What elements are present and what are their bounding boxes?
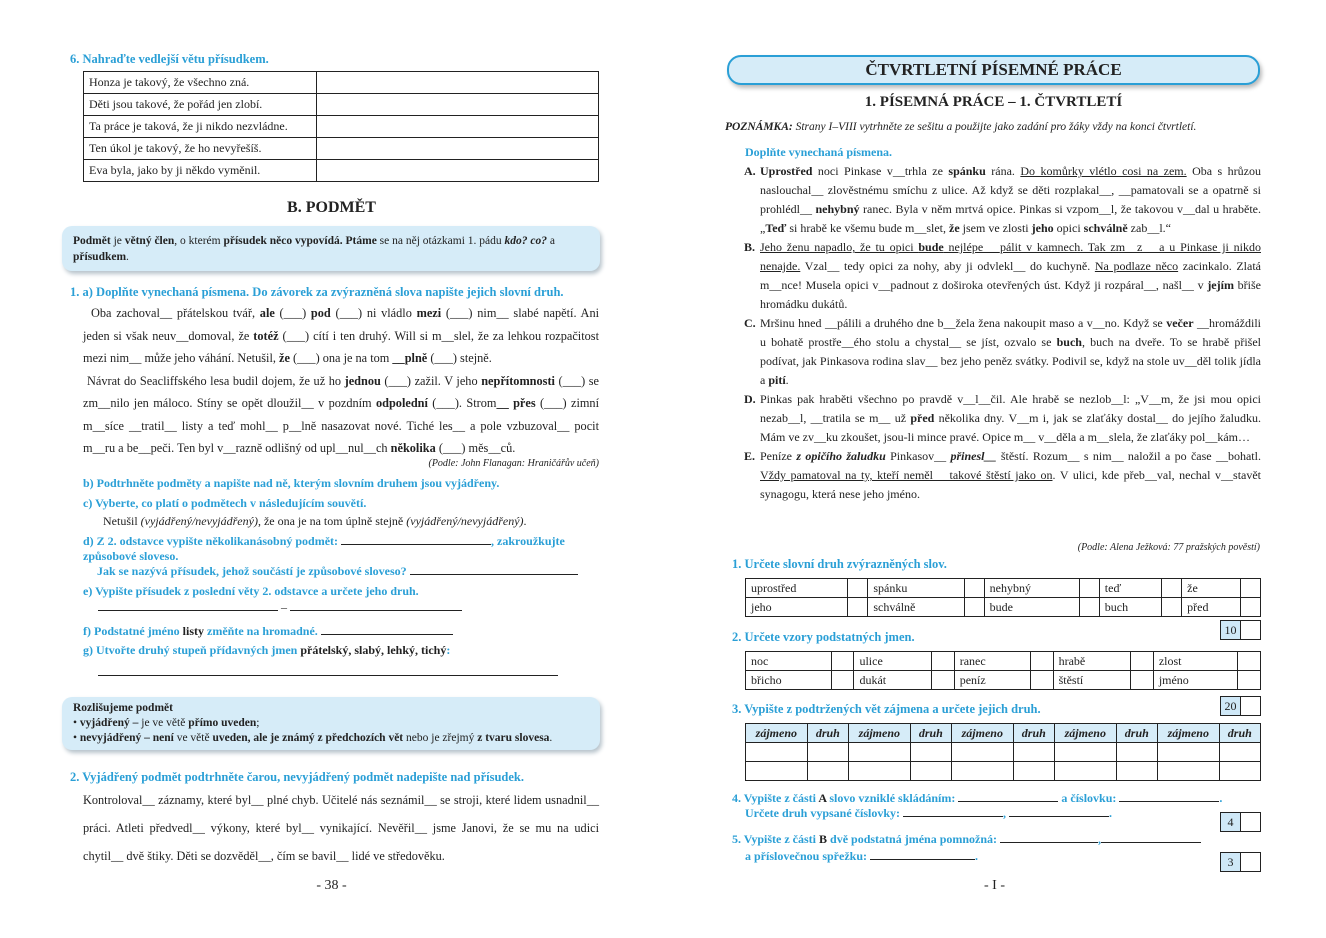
answer-cell[interactable] [1162,579,1182,598]
q1d-end: , zakroužkujte způsobové sloveso. [83,534,565,563]
table-cell: druh [1013,724,1054,743]
answer-line[interactable] [321,624,453,635]
info-box-line [73,731,589,746]
paragraph-letter: C. [744,316,756,330]
q1f-text [83,624,318,638]
answer-line[interactable] [98,600,278,611]
score-box [1220,812,1261,832]
q1d-question: Jak se nazývá přísudek, jehož součástí je způsobové sloveso? [97,564,407,578]
table-row [84,160,599,182]
text-run: ale [259,306,275,320]
text-run: Vzal__ tedy opici za nohy, aby ji odvlekl__ do kuchyně. [800,259,1095,273]
answer-cell[interactable] [951,762,1013,781]
table-cell: bude [984,598,1079,617]
text-run: (___) stejně. [427,351,492,365]
story-paragraph [744,162,1262,238]
text-run: schválně [1083,221,1128,235]
text-run: je [110,235,125,247]
text-run: se na něj otázkami 1. pádu [376,235,505,247]
q1f [83,624,453,639]
score-box [1220,620,1261,640]
table-cell: Ten úkol je takový, že ho nevyřešíš. [84,138,317,160]
text-run: vyjádřený – [79,717,139,729]
q1c-text [103,514,527,529]
q1c: c) Vyberte, co platí o podmětech v následujícím souvětí. [83,496,367,510]
q2-text [83,786,599,870]
text-run: jejím [1207,278,1234,292]
text-run: několika dny. V__m i, jak se zlaťáky dostal__ do jejího žaludku. Mám ve zv__ku zkoušet, jsou-li mince pravé. Opice m__ v__děla a m__slela, že zlaťáky pol__kám… [760,411,1262,444]
answer-line[interactable] [1101,832,1201,843]
story-paragraph [744,447,1262,504]
answer-cell[interactable] [1079,598,1099,617]
text-run: spánku [948,164,986,178]
text-run: před [910,411,935,425]
text-run: : [446,643,451,657]
answer-cell[interactable] [746,762,808,781]
table-cell: hrabě [1053,652,1131,671]
text-run: nebo je zřejmý [403,732,478,744]
q3-table [745,723,1261,781]
answer-cell[interactable] [932,652,955,671]
answer-cell[interactable] [848,762,910,781]
answer-cell[interactable] [1219,743,1260,762]
text-run: 5. Vypište z části [732,832,819,846]
paragraph-letter: A. [744,164,756,178]
q6-title: 6. Nahraďte vedlejší větu přísudkem. [70,52,269,66]
text-run: že [279,351,290,365]
paragraph-text [760,164,1261,235]
answer-line[interactable] [958,791,1058,802]
answer-cell[interactable] [807,762,848,781]
text-run: slovo vzniklé skládáním: [826,791,959,805]
table-cell: noc [746,652,832,671]
q1b: b) Podtrhněte podměty a napište nad ně, kterým slovním druhem jsou vyjádřeny. [83,476,500,490]
text-run: že [949,221,960,235]
text-run: POZNÁMKA: [725,121,796,133]
table-cell: uprostřed [746,579,848,598]
text-run: rána. [985,164,1021,178]
text-run: Strany I–VIII vytrhněte ze sešitu a použijte jako zadání pro žáky vždy na konci čtvrtletí. [795,121,1197,133]
text-run: listy [182,624,204,638]
text-run: z tvaru slovesa [477,732,550,744]
table-cell: dukát [854,671,932,690]
text-run: Jeho ženu napadlo, že tu opici [760,240,919,254]
answer-cell[interactable] [746,743,808,762]
instruction: Doplňte vynechaná písmena. [745,145,893,159]
answer-cell[interactable] [910,762,951,781]
answer-cell[interactable] [848,598,868,617]
text-run: mezi [416,306,442,320]
definition-box [62,226,600,271]
text-run: břiše hromádku dukátů. [760,278,1261,311]
text-run: . [549,732,553,744]
q1a-paragraph-1 [83,302,599,370]
text-run: . V ulici, kde přeb__val, nechal v__stavět synagogu, která nese jeho jméno. [760,468,1262,501]
text-run: buch [1056,335,1082,349]
text-run: pod [310,306,331,320]
text-run: a [547,235,556,247]
answer-cell[interactable] [1238,671,1261,690]
text-run: nejlépe __pálit v kamnech. Tak zm__z__ a u Pinkase ji nikdo nenajde. [760,240,1261,273]
text-run: nehybný [815,202,860,216]
answer-cell[interactable] [1157,762,1219,781]
answer-cell[interactable] [1054,743,1116,762]
table-cell: druh [1219,724,1260,743]
answer-cell[interactable] [1116,743,1157,762]
answer-line[interactable] [410,564,578,575]
score-value: 4 [1221,813,1241,831]
table-cell: břicho [746,671,832,690]
answer-cell[interactable] [964,579,984,598]
q1a-paragraph-2 [83,370,599,460]
q5-question: a příslovečnou spřežku: [745,849,871,863]
answer-line[interactable] [341,534,491,545]
score-box [1220,852,1261,872]
table-row [746,724,1261,743]
text-run: opici [1053,221,1084,235]
text-run: __plně [392,351,428,365]
score-box [1220,696,1261,716]
text-run: přímo uveden [188,717,257,729]
text-run: (___) se zm__nilo jen máloco. Stíny se opět dloužil__ v pozdním [83,373,599,410]
table-cell: ranec [954,652,1030,671]
table-cell: nehybný [984,579,1079,598]
table-row [746,762,1261,781]
table-cell: Děti jsou takové, že pořád jen zlobí. [84,94,317,116]
text-run: přinesl__ [950,449,997,463]
paragraph-text [760,316,1261,387]
answer-cell[interactable] [831,652,854,671]
answer-cell[interactable] [317,160,599,182]
text-run: Oba zachoval__ přátelskou tvář, [91,306,260,320]
section-title: B. PODMĚT [287,199,376,216]
q6-table [83,71,599,182]
text-run: __hromáždili u bohatě prostře__ého stolu a chystal__ se jíst, ozvalo se [760,316,1262,349]
text-run: si hrabě ke všemu bude m__slet, [786,221,949,235]
text-run: (___) cítí i ten druhý. Will si m__slel, že za lehkou rozpačitost mezi nim__ může jeho váhání. Netušil, [83,328,599,365]
answer-line[interactable] [903,806,1003,817]
text-run: • [73,717,80,729]
table-cell: zájmeno [848,724,910,743]
text-run: A [818,791,827,805]
answer-cell[interactable] [1157,743,1219,762]
score-value: 10 [1221,621,1241,639]
answer-cell[interactable] [1131,671,1154,690]
text-run: Pinkas pak hraběti všechno po pravdě v__l__čil. Ale hrabě se nezlob__l: „V__m, že jsi mou opici nezab__l, __tratila se m__ už [760,392,1261,425]
text-run: přátelský, slabý, lehký, tichý [300,643,447,657]
text-run: uveden, ale je známý z předchozích vět [212,732,404,744]
text-run: z opičího žaludku [796,449,886,463]
table-row [746,598,1261,617]
answer-cell[interactable] [848,579,868,598]
text-run: (___) zimní m__síce __tratil__ listy a teď mohl__ p__lně nasazovat nové. Tiché les__ a pole vzbuzoval__ pocit m__ru a be__peči. Ten byl v__razně odlišný od upl__nul__ch [83,396,599,455]
paragraph-letter: B. [744,240,756,254]
table-row [84,116,599,138]
dash: – [281,600,287,614]
table-cell: Honza je takový, že všechno zná. [84,72,317,94]
table-row [84,94,599,116]
answer-line[interactable] [1000,832,1098,843]
page-number: - I - [984,878,1005,893]
text-run: (___) měs__ců. [435,441,516,455]
q1-title: 1. Určete slovní druh zvýrazněných slov. [732,557,947,571]
table-cell: jeho [746,598,848,617]
answer-cell[interactable] [1240,579,1260,598]
table-cell: schválně [868,598,964,617]
q3-title: 3. Vypište z podtržených vět zájmena a určete jejich druh. [732,702,1041,716]
text-run: jsem ve zlosti [959,221,1032,235]
q2-title: 2. Určete vzory podstatných jmen. [732,630,915,644]
table-cell: buch [1099,598,1161,617]
paragraph-letter: E. [744,449,756,463]
text-run: (___) nim__ slabé napětí. Ani jeden si však neuv__domoval, že [83,306,600,343]
text-run: nepřítomnosti [481,373,555,388]
subtitle: 1. PÍSEMNÁ PRÁCE – 1. ČTVRTLETÍ [864,94,1123,110]
answer-cell[interactable] [1013,743,1054,762]
answer-cell[interactable] [910,743,951,762]
answer-cell[interactable] [1162,598,1182,617]
text-run: přísudkem [73,251,127,263]
answer-cell[interactable] [932,671,955,690]
story-paragraph [744,238,1261,314]
text-run: . [523,514,527,528]
answer-line[interactable] [1119,791,1219,802]
table-row [746,743,1261,762]
score-value: 3 [1221,853,1241,871]
text-run: Mršinu hned __pálili a druhého dne b__žela žena nakoupit maso a v__no. Když se [760,316,1167,330]
table-cell: teď [1099,579,1161,598]
text-run: ranec. Byla v něm mrtvá opice. Pinkas si vzpom__l, že takovou v__dal u hraběte. „ [760,202,1261,235]
text-run: kdo? co? [504,235,548,247]
text-run: , že ona je na tom úplně stejně [257,514,407,528]
text-run: několika [390,441,436,455]
table-cell: zájmeno [951,724,1013,743]
answer-cell[interactable] [1079,579,1099,598]
text-run: zacinkalo. Zlatá m__nce! Musela opici v__padnout z doširoka otevřených úst. Když ji rozpáral__, našl__ v [760,259,1261,292]
answer-line[interactable] [98,665,558,676]
text-run: přísudek něco vypovídá. Ptáme [223,235,377,247]
text-run: 4. Vypište z části [732,791,819,805]
table-row [746,671,1261,690]
text-run: ve větě [173,732,213,744]
text-run: Do komůrky vlétlo cosi na zem. [1020,164,1187,178]
table-cell: spánku [868,579,964,598]
answer-cell[interactable] [964,598,984,617]
text-run: (vyjádřený/nevyjádřený) [140,514,258,528]
page-number: - 38 - [316,878,347,893]
text-run: Vždy pamatoval na ty, kteří neměl__ takové štěstí jako on [760,468,1053,482]
table-cell: druh [1116,724,1157,743]
table-cell: druh [910,724,951,743]
text-run: f) Podstatné jméno [83,624,183,638]
text-run: Kontroloval__ záznamy, které byl__ plné chyb. Učitelé nás seznámil__ se stroji, které lidem usnadnil__ práci. Atleti předvedl__ výkony, které byl__ vynikající. Nevěřil__ jsme Janovi, že se mu na udici chytil__ dvě štiky. Děti se dozvěděl__, čím se bavil__ lidé ve středověku. [83,793,599,863]
q1g [83,643,450,658]
text-run: __ přes [496,396,536,410]
text-run: větný člen [124,235,175,247]
text-run: Oba s hrůzou naslouchal__ zlověstnému smíchu z ulice. Až když se děti rozplakal__, __pamatovali se a opatrně si prohlédl__ [760,164,1262,216]
answer-cell[interactable] [317,72,599,94]
text-run: Podmět [73,235,111,247]
table-cell: Ta práce je taková, že ji nikdo nezvládne. [84,116,317,138]
table-cell: zájmeno [1157,724,1219,743]
text-run: jeho [1031,221,1054,235]
story-source: (Podle: Alena Ježková: 77 pražských pověstí) [1077,542,1260,553]
answer-cell[interactable] [807,743,848,762]
table-row [84,72,599,94]
text-run: Na podlaze něco [1094,259,1179,273]
answer-cell[interactable] [317,94,599,116]
table-row [84,138,599,160]
text-run: (___) ona je na tom [289,351,393,365]
answer-cell[interactable] [951,743,1013,762]
q4: 4. Vypište z části A slovo vzniklé skládáním: a číslovku: . Určete druh vypsané číslovky: , . [732,791,1223,820]
answer-cell[interactable] [1240,598,1260,617]
text-run: jednou [344,373,381,388]
info-box-title: Rozlišujeme podmět [73,702,173,714]
note [725,121,1196,133]
table-row [746,652,1261,671]
answer-line[interactable] [870,849,975,860]
text-run: Návrat do Seacliffského lesa budil dojem, že už ho [87,373,345,388]
text-run: je ve větě [138,717,189,729]
q1e-answers [98,600,462,615]
q1-table [745,578,1261,617]
answer-cell[interactable] [1116,762,1157,781]
table-row [746,579,1261,598]
text-run: Teď [765,221,787,235]
q1d-text: d) Z 2. odstavce vypište několikanásobný podmět: [83,534,339,548]
q5-text [732,832,1000,846]
info-box-line [73,716,589,731]
banner-title: ČTVRTLETNÍ PÍSEMNÉ PRÁCE [727,55,1260,85]
text-run: (___) ni vládlo [330,306,417,320]
text-run: , buch na dveře. To se hrabě přišel podívat, jak Pinkasova rodina slav__ bez jeho peněz svátky. Podivil se, když na stole uv__děl tolik jídla a [760,335,1261,387]
text-run: g) Utvořte druhý stupeň přídavných jmen [83,643,301,657]
table-cell: zájmeno [1054,724,1116,743]
answer-cell[interactable] [1013,762,1054,781]
table-cell: ulice [854,652,932,671]
answer-cell[interactable] [1238,652,1261,671]
answer-cell[interactable] [848,743,910,762]
answer-cell[interactable] [317,116,599,138]
q1a-source: (Podle: John Flanagan: Hraničářův učeň) [428,458,599,469]
q1a-text [83,302,599,460]
text-run: noci Pinkase v__trhla ze [812,164,949,178]
q4-text [732,791,958,805]
text-run: (___) zažil. V jeho [380,373,482,388]
q1a-title: 1. a) Doplňte vynechaná písmena. Do závorek za zvýrazněná slova napište jejich slovní druh. [70,285,564,299]
q4-text-2: a číslovku: [1058,791,1120,805]
table-cell: jméno [1153,671,1237,690]
text-run: bude [918,240,944,254]
q2-table [745,651,1261,690]
q4-question: Určete druh vypsané číslovky: [745,806,903,820]
q5: 5. Vypište z části B dvě podstatná jména pomnožná: , a příslovečnou spřežku: . [732,831,1201,865]
text-run: ; [256,717,260,729]
text-run: (___) [274,306,311,320]
info-box [62,697,600,750]
table-cell: druh [807,724,848,743]
answer-line[interactable] [1009,806,1109,817]
table-cell: před [1182,598,1241,617]
text-run: Uprostřed [760,164,813,178]
answer-cell[interactable] [1054,762,1116,781]
paragraph-text [760,449,1261,501]
table-cell: zájmeno [746,724,808,743]
paragraph-text [760,392,1261,444]
text-run: štěstí. Rozum__ s nim__ naložil a po čase __bohatl. [996,449,1261,463]
text-run: (___). Strom [427,396,497,410]
answer-cell[interactable] [1030,671,1053,690]
text-run: zab__l.“ [1127,221,1171,235]
table-cell: štěstí [1053,671,1131,690]
text-run: Netušil [103,514,141,528]
text-run: večer [1166,316,1194,330]
story-paragraph [744,314,1262,390]
q1e: e) Vypište přísudek z poslední věty 2. odstavce a určete jeho druh. [83,584,419,598]
answer-cell[interactable] [1030,652,1053,671]
text-run: • [73,732,80,744]
text-run: . [126,251,129,263]
text-run: změňte na hromadné. [204,624,318,638]
answer-cell[interactable] [1219,762,1260,781]
text-run: pití [768,373,786,387]
answer-cell[interactable] [1131,652,1154,671]
text-run: Pinkasov__ [885,449,951,463]
text-run: B [819,832,828,846]
answer-cell[interactable] [317,138,599,160]
text-run: odpolední [375,396,428,410]
table-cell: že [1182,579,1241,598]
text-run: nevyjádřený – není [79,732,174,744]
q1d [83,534,599,579]
table-cell: peníz [954,671,1030,690]
table-cell: Eva byla, jako by ji někdo vyměnil. [84,160,317,182]
story-paragraph [744,390,1262,447]
text-run: (vyjádřený/nevyjádřený) [406,514,524,528]
paragraph-text [760,240,1261,311]
text-run: dvě podstatná jména pomnožná: [827,832,1001,846]
score-value: 20 [1221,697,1241,715]
table-cell: zlost [1153,652,1237,671]
text-run: totéž [253,328,279,343]
text-run: , o kterém [174,235,224,247]
text-run: . [785,373,789,387]
answer-line[interactable] [290,600,462,611]
paragraph-letter: D. [744,392,756,406]
q2-title: 2. Vyjádřený podmět podtrhněte čarou, nevyjádřený podmět nadepište nad přísudek. [70,770,524,784]
text-run: Peníze [760,449,797,463]
story-text [744,162,1262,504]
answer-cell[interactable] [831,671,854,690]
